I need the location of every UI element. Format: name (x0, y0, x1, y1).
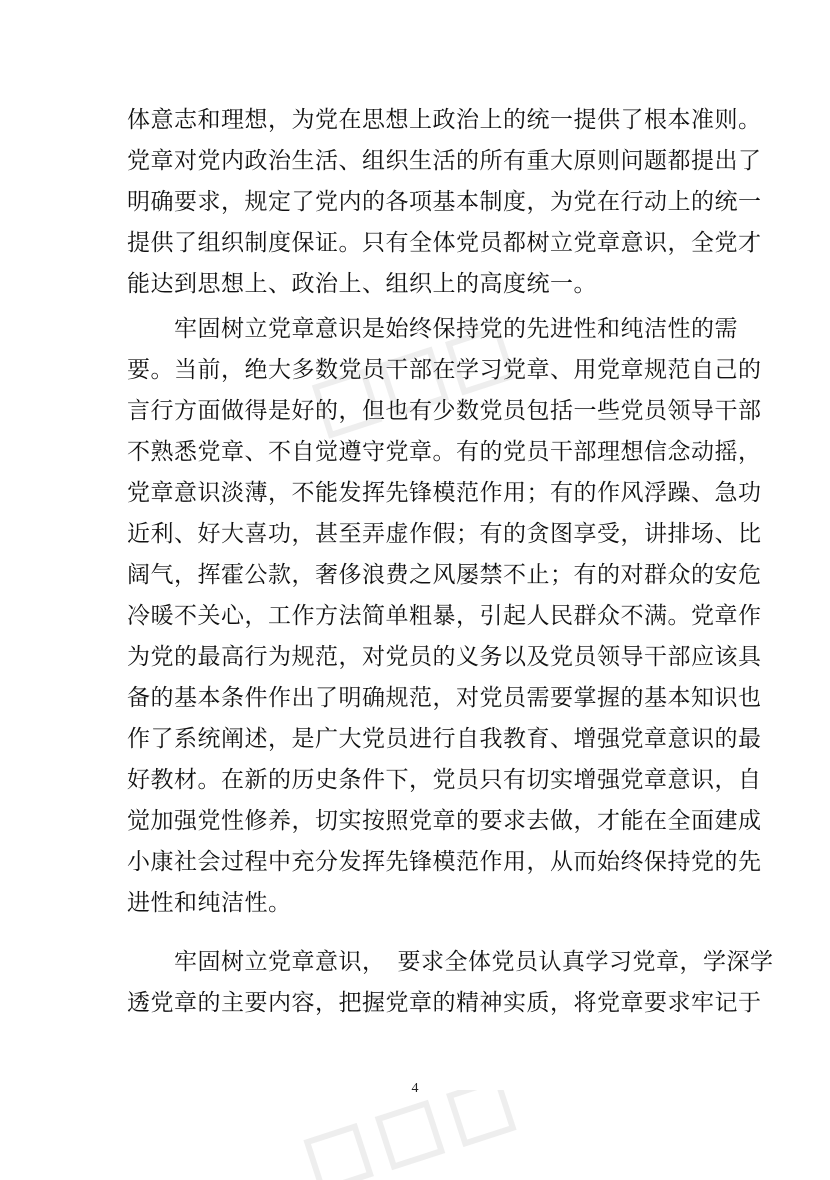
text-line: 近利、好大喜功，甚至弄虚作假；有的贪图享受，讲排场、比 (127, 521, 762, 547)
document-body (127, 100, 774, 1024)
text-line: 进性和纯洁性。 (127, 890, 292, 916)
text-line: 牢固树立党章意识是始终保持党的先进性和纯洁性的需 (127, 316, 738, 342)
text-line: 提供了组织制度保证。只有全体党员都树立党章意识，全党才 (127, 230, 762, 256)
text-line: 透党章的主要内容，把握党章的精神实质，将党章要求牢记于 (127, 990, 762, 1016)
text-line: 冷暖不关心，工作方法简单粗暴，引起人民群众不满。党章作 (127, 603, 762, 629)
text-line: 党章意识淡薄，不能发挥先锋模范作用；有的作风浮躁、急功 (127, 480, 762, 506)
text-line: 能达到思想上、政治上、组织上的高度统一。 (127, 271, 597, 297)
text-line: 不熟悉党章、不自觉遵守党章。有的党员干部理想信念动摇， (127, 439, 762, 465)
text-line: 体意志和理想，为党在思想上政治上的统一提供了根本准则。 (127, 107, 762, 133)
text-line: 好教材。在新的历史条件下，党员只有切实增强党章意识，自 (127, 767, 762, 793)
text-line: 明确要求，规定了党内的各项基本制度，为党在行动上的统一 (127, 189, 762, 215)
text-line: 为党的最高行为规范，对党员的义务以及党员领导干部应该具 (127, 644, 762, 670)
text-line: 言行方面做得是好的，但也有少数党员包括一些党员领导干部 (127, 398, 762, 424)
page-number: 4 (411, 1081, 419, 1096)
text-line: 觉加强党性修养，切实按照党章的要求去做，才能在全面建成 (127, 808, 762, 834)
text-line: 党章对党内政治生活、组织生活的所有重大原则问题都提出了 (127, 148, 762, 174)
text-line: 作了系统阐述，是广大党员进行自我教育、增强党章意识的最 (127, 726, 762, 752)
text-line: 要。当前，绝大多数党员干部在学习党章、用党章规范自己的 (127, 357, 762, 383)
text-line: 牢固树立党章意识， 要求全体党员认真学习党章，学深学 (127, 949, 774, 975)
text-line: 小康社会过程中充分发挥先锋模范作用，从而始终保持党的先 (127, 849, 762, 875)
text-line: 备的基本条件作出了明确规范，对党员需要掌握的基本知识也 (127, 685, 762, 711)
text-line: 阔气，挥霍公款，奢侈浪费之风屡禁不止；有的对群众的安危 (127, 562, 762, 588)
watermark-logo-icon (280, 1090, 540, 1180)
